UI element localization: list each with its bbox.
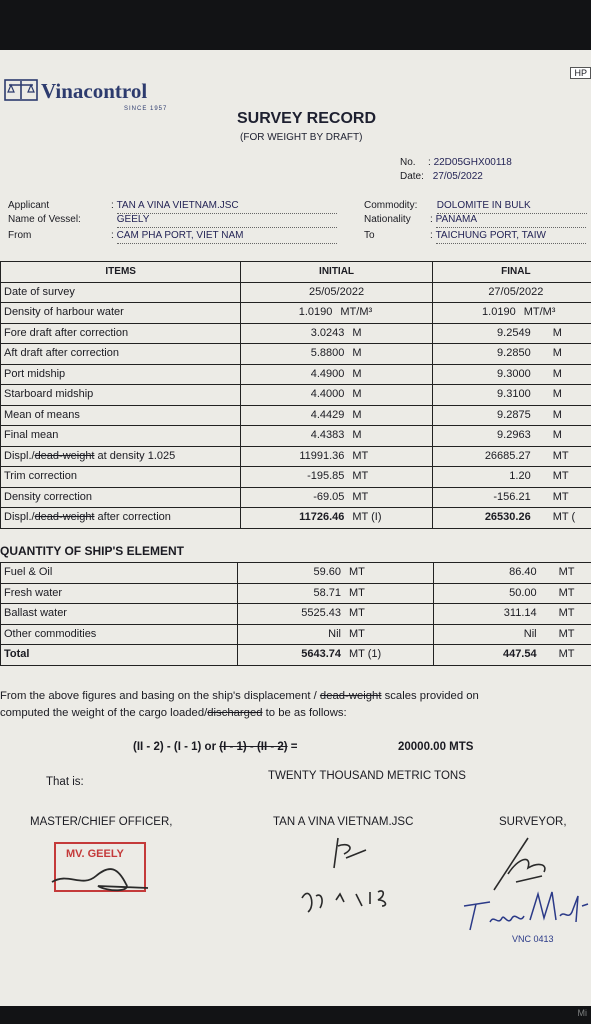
cargo-weight-words: TWENTY THOUSAND METRIC TONS [268,770,466,782]
company-signature-label: TAN A VINA VIETNAM.JSC [273,816,414,828]
master-signature-icon [48,858,158,898]
row-item-part: at density 1.025 [94,449,176,462]
row-final: 9.2875 [497,408,531,421]
row-initial: 4.4900 [310,367,345,380]
row-final-unit: MT [552,490,569,503]
table-row [1,446,591,467]
from-row: From : CAM PHA PORT, VIET NAM [8,229,337,244]
row-final-unit: M [552,429,562,442]
draft-survey-table [0,261,591,529]
formula-part: (II - 2) - (I - 1) or [133,741,220,753]
row-final: 26685.27 [484,449,531,462]
row-item: Fore draft after correction [1,323,241,344]
row-initial-unit: M [352,367,362,380]
row-item [1,446,241,467]
ship-element-heading: QUANTITY OF SHIP'S ELEMENT [0,544,184,558]
conclusion-struck: discharged [207,707,263,719]
row-final: 9.2850 [497,347,531,360]
master-signature-label: MASTER/CHIEF OFFICER, [30,816,173,828]
row-final: 86.40 [509,566,537,579]
corner-tag: HP [570,67,591,79]
nationality-row: Nationality : PANAMA [364,213,586,228]
cargo-formula [133,741,298,753]
nationality-value: PANAMA [436,213,586,228]
row-final: 311.14 [503,607,537,620]
destination-label: To [364,230,375,241]
header-final: FINAL [432,262,591,283]
header-initial: INITIAL [241,262,432,283]
row-item: Port midship [1,364,241,385]
row-item: Date of survey [1,282,241,303]
conclusion-text: to be as follows: [262,707,347,719]
row-item: Starboard midship [1,385,241,406]
conclusion-line-2 [0,705,591,722]
table-row [1,487,591,508]
top-dark-border [0,0,591,50]
company-since: SINCE 1957 [124,106,168,112]
table-row [1,344,591,365]
row-item [1,508,241,529]
row-initial: 5.8800 [310,347,345,360]
destination-row: To : TAICHUNG PORT, TAIW [364,229,586,244]
row-initial: -195.85 [307,470,345,483]
row-initial: -69.05 [313,490,345,503]
conclusion-text: From the above figures and basing on the ship's displacement / [0,690,320,702]
row-item: Aft draft after correction [1,344,241,365]
row-final-unit: MT/M³ [523,306,556,319]
surveyor-name-signature-icon [460,886,591,936]
row-item: Ballast water [1,604,238,625]
row-item-part: Displ./ [4,511,35,524]
row-final: 447.54 [502,648,537,661]
table-row [1,282,591,303]
row-item: Density of harbour water [1,303,241,324]
row-final: 50.00 [509,586,537,599]
row-initial: 3.0243 [310,326,345,339]
table-header-row [1,262,591,283]
row-initial-unit: MT [349,566,365,579]
conclusion-struck: dead-weight [319,690,382,702]
bottom-dark-border [0,1006,591,1024]
from-label: From [8,230,32,241]
vessel-label: Name of Vessel: [8,214,81,225]
row-final-unit: M [552,326,562,339]
table-row [1,323,591,344]
table-row-total [1,508,591,529]
row-initial-unit: MT [349,607,365,620]
commodity-value: DOLOMITE IN BULK [437,199,587,214]
row-initial: 58.71 [313,586,342,599]
row-final: 9.3100 [497,388,531,401]
row-initial: 11726.46 [299,511,345,524]
row-initial-unit: M [352,429,362,442]
row-final: -156.21 [493,490,531,503]
row-final-unit: MT [558,566,575,579]
row-initial: 4.4383 [310,429,345,442]
row-item: Trim correction [1,467,241,488]
surveyor-id: VNC 0413 [512,934,554,944]
applicant-label: Applicant [8,200,50,211]
row-item-struck: dead-weight [34,449,95,462]
row-initial: 4.4429 [310,408,345,421]
row-item: Mean of means [1,405,241,426]
row-initial: 5643.74 [301,648,342,661]
commodity-label: Commodity: [364,200,418,211]
row-item-part: after correction [94,511,171,524]
vessel-row [8,213,337,228]
table-row [1,385,591,406]
surveyor-signature-label: SURVEYOR, [499,816,567,828]
row-final-unit: M [552,347,562,360]
row-initial: 1.0190 [298,306,333,319]
survey-document [0,50,591,1006]
record-date [400,170,483,184]
row-initial: 59.60 [313,566,342,579]
row-item: Total [1,645,238,666]
row-final: 1.0190 [482,306,516,319]
destination-value: TAICHUNG PORT, TAIW [436,229,586,244]
company-name: Vinacontrol [41,79,148,103]
row-final-unit: MT [558,648,575,661]
row-final: 9.2549 [497,326,531,339]
record-number-label: No. [400,157,416,168]
row-item: Fresh water [1,583,238,604]
commodity-row [364,199,587,214]
row-final-unit: MT [552,470,569,483]
row-final: Nil [523,627,537,640]
record-number-value: 22D05GHX00118 [433,157,512,168]
row-final: 1.20 [509,470,531,483]
table-row [1,405,591,426]
row-initial-unit: MT (1) [349,648,382,661]
nationality-label: Nationality [364,214,411,225]
row-final: 27/05/2022 [432,282,591,303]
row-final: 9.2963 [497,429,531,442]
that-is-label: That is: [46,776,84,788]
document-title: SURVEY RECORD [237,110,376,127]
company-logo [4,78,147,102]
table-row [1,583,591,604]
row-item: Density correction [1,487,241,508]
company-signature-icon [292,832,422,922]
row-initial-unit: MT/M³ [340,306,373,319]
document-subtitle: (FOR WEIGHT BY DRAFT) [240,132,363,143]
table-row [1,364,591,385]
table-row [1,303,591,324]
row-item: Fuel & Oil [1,563,238,584]
record-date-value: 27/05/2022 [432,171,483,182]
row-initial-unit: MT [352,449,369,462]
stamp-text: MV. GEELY [66,848,124,860]
row-final-unit: MT [558,607,575,620]
scales-logo-icon [4,78,38,102]
table-row [1,624,591,645]
row-final-unit: MT ( [552,511,576,524]
conclusion-line-1 [0,688,591,705]
row-initial: 11991.36 [299,449,345,462]
row-initial: 5525.43 [301,607,342,620]
row-initial-unit: MT [349,586,365,599]
row-final-unit: MT [552,449,569,462]
row-initial-unit: MT (I) [352,511,382,524]
conclusion-text: scales provided on [381,690,479,702]
row-initial-unit: MT [352,470,369,483]
record-date-label: Date: [400,171,424,182]
row-item-struck: dead-weight [34,511,95,524]
conclusion-paragraph [0,688,591,722]
from-value: CAM PHA PORT, VIET NAM [117,229,337,244]
applicant-value: TAN A VINA VIETNAM.JSC [117,199,337,214]
header-items: ITEMS [1,262,241,283]
row-final-unit: M [552,408,562,421]
row-initial: 25/05/2022 [241,282,432,303]
row-final-unit: MT [558,627,575,640]
row-initial-unit: MT [349,627,365,640]
corner-mark: Mi [577,1008,587,1018]
vessel-value: GEELY [117,213,337,228]
applicant-row: Applicant : TAN A VINA VIETNAM.JSC [8,199,337,214]
table-row [1,467,591,488]
row-initial-unit: M [352,388,362,401]
ship-element-table [0,562,591,666]
row-final-unit: M [552,367,562,380]
row-initial-unit: MT [352,490,369,503]
table-row [1,426,591,447]
conclusion-text: computed the weight of the cargo loaded/ [0,707,208,719]
cargo-weight-result: 20000.00 MTS [398,741,474,753]
record-number: No. : 22D05GHX00118 [400,157,512,168]
formula-struck: (I - 1) - (II - 2) [219,741,288,753]
row-initial-unit: M [352,408,362,421]
row-item-part: Displ./ [4,449,35,462]
row-item: Final mean [1,426,241,447]
row-final-unit: MT [558,586,575,599]
row-initial: 4.4000 [310,388,345,401]
row-final-unit: M [552,388,562,401]
formula-part: = [287,741,298,753]
row-item: Other commodities [1,624,238,645]
table-row-total [1,645,591,666]
table-row [1,563,591,584]
row-final: 26530.26 [484,511,531,524]
row-initial-unit: M [352,326,362,339]
row-initial-unit: M [352,347,362,360]
row-final: 9.3000 [497,367,531,380]
table-row [1,604,591,625]
row-initial: Nil [328,627,342,640]
